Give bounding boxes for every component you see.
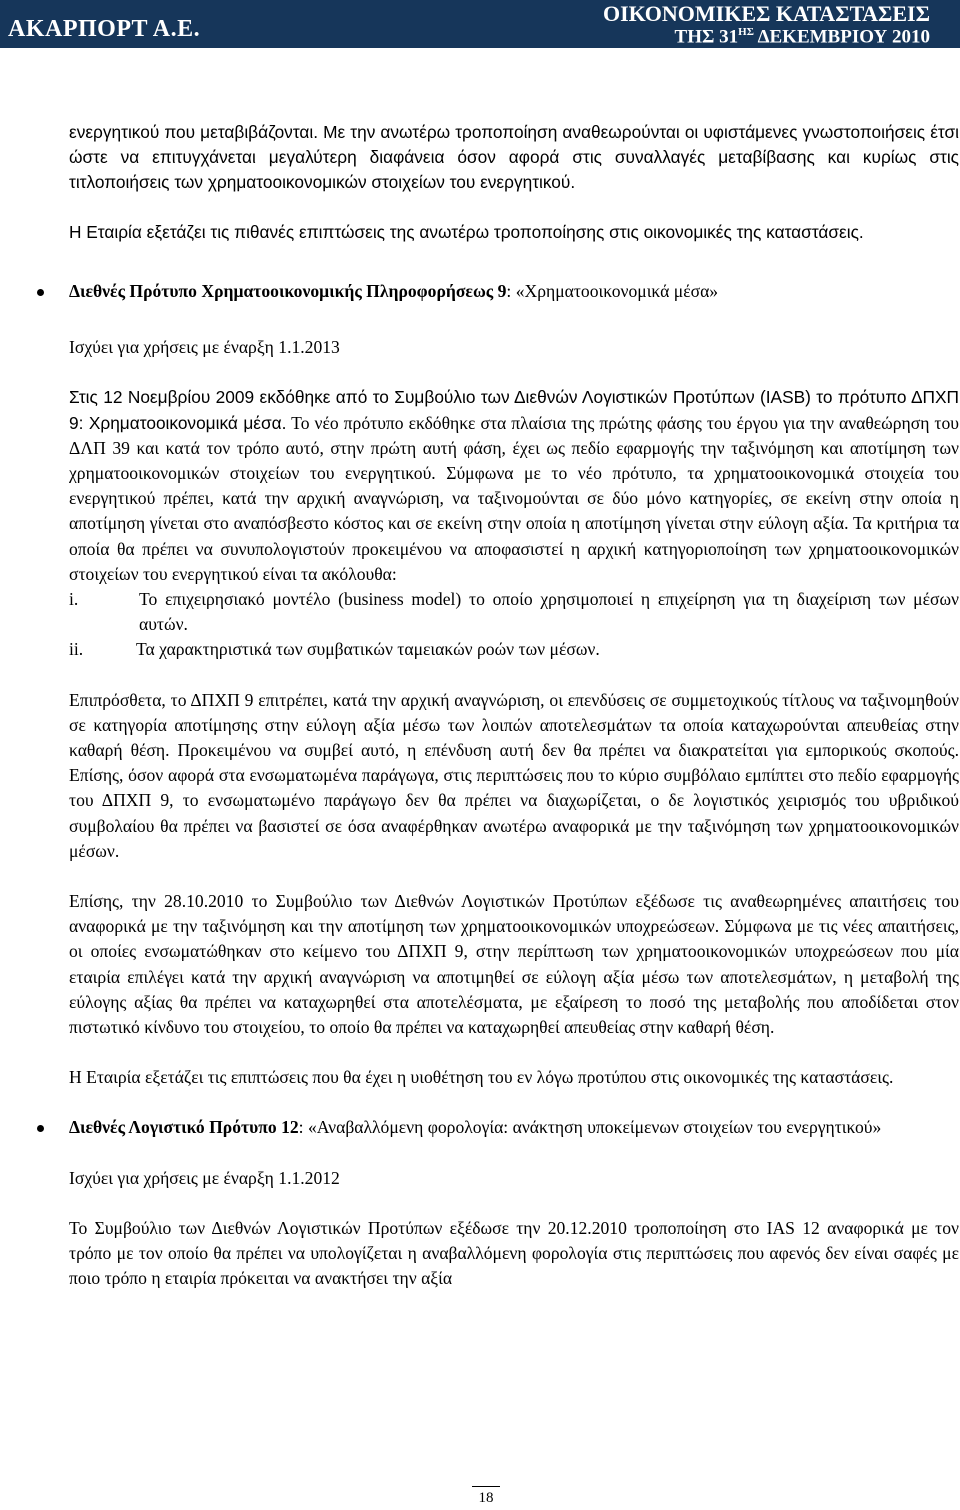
list-item: ii. Τα χαρακτηριστικά των συμβατικών ταμειακών ροών των μέσων.: [69, 639, 600, 660]
paragraph: ενεργητικού που μεταβιβάζονται. Με την ανωτέρω τροποποίηση αναθεωρούνται οι υφιστάμενες γνωστοποιήσεις έτσι ώστε να επιτυγχάνεται μεγαλύτερη διαφάνεια όσον αφορά στις συναλλαγές μεταβίβασης και κυρίως στις τιτλοποιήσεις των χρηματοοικονομικών στοιχείων του ενεργητικού.: [69, 122, 959, 192]
section-heading-ifrs9: Διεθνές Πρότυπο Χρηματοοικονομικής Πληροφορήσεως 9: «Χρηματοοικονομικά μέσα»: [69, 279, 959, 304]
page-header: [0, 0, 960, 48]
paragraph: Η Εταιρία εξετάζει τις πιθανές επιπτώσεις της ανωτέρω τροποποίησης στις οικονομικές της καταστάσεις.: [69, 222, 864, 242]
section-heading-ias12: Διεθνές Λογιστικό Πρότυπο 12: «Αναβαλλόμενη φορολογία: ανάκτηση υποκείμενων στοιχείων του ενεργητικού»: [69, 1115, 959, 1140]
paragraph: Επιπρόσθετα, το ΔΠΧΠ 9 επιτρέπει, κατά την αρχική αναγνώριση, οι επενδύσεις σε συμμετοχικούς τίτλους να ταξινομηθούν σε κατηγορία αποτίμησης στην εύλογη αξία μέσω των λοιπών αποτελεσμάτων τα οποία καταχωρούνται απευθείας στην καθαρή θέση. Προκειμένου να συμβεί αυτό, η επένδυση αυτή δεν θα πρέπει να διακρατείται για εμπορικούς σκοπούς. Επίσης, όσον αφορά στα ενσωματωμένα παράγωγα, στις περιπτώσεις που το κύριο συμβόλαιο εμπίπτει στο πεδίο εφαρμογής του ΔΠΧΠ 9, το ενσωματωμένο παράγωγο δεν θα πρέπει να διαχωρίζεται, ο δε λογιστικός χειρισμός του υβριδικού συμβολαίου θα πρέπει να βασιστεί σε όσα αναφέρθηκαν ανωτέρω αναφορικά με την ταξινόμηση των χρηματοοικονομικών μέσων.: [69, 689, 959, 861]
paragraph: Στις 12 Νοεμβρίου 2009 εκδόθηκε από το Συμβούλιο των Διεθνών Λογιστικών Προτύπων (IASB) το πρότυπο ΔΠΧΠ 9: Χρηματοοικονομικά μέσα. Το νέο πρότυπο εκδόθηκε στα πλαίσια της πρώτης φάσης του έργου για την αναθεώρηση του ΔΛΠ 39 και κατά τον τρόπο αυτό, στην πρώτη αυτή φάση, έχει ως πεδίο εφαρμογής την ταξινόμηση και αποτίμηση των χρηματοοικονομικών στοιχείων του ενεργητικού. Σύμφωνα με το νέο πρότυπο, τα χρηματοοικονομικά στοιχεία του ενεργητικού πρέπει, κατά την αρχική αναγνώριση, να ταξινομούνται σε δύο μόνο κατηγορίες, σε εκείνη στην οποία η αποτίμηση γίνεται στο αναπόσβεστο κόστος και σε εκείνη στην οποία η αποτίμηση γίνεται στην εύλογη αξία. Τα κριτήρια τα οποία θα πρέπει να συνυπολογιστούν προκειμένου να αποφασιστεί η αρχική κατηγοριοποίηση των χρηματοοικονομικών στοιχείων του ενεργητικού είναι τα ακόλουθα:: [69, 387, 959, 584]
page-number: 18: [472, 1486, 500, 1507]
bullet-icon: [37, 1125, 44, 1132]
list-item: i. Το επιχειρησιακό μοντέλο (business model) το οποίο χρησιμοποιεί η επιχείρηση για τη διαχείριση των μέσων αυτών.: [69, 589, 959, 635]
criteria-list: [69, 587, 959, 663]
company-name: ΑΚΑΡΠΟΡΤ Α.Ε.: [8, 16, 201, 42]
bullet-icon: [37, 289, 44, 296]
document-body: [69, 120, 959, 1292]
report-title: ΟΙΚΟΝΟΜΙΚΕΣ ΚΑΤΑΣΤΑΣΕΙΣ: [602, 1, 930, 26]
report-date: ΤΗΣ $31^{H\Sigma}$ ΔΕΚΕΜΒΡΙΟΥ 2010: [674, 26, 930, 48]
effective-date: Ισχύει για χρήσεις με έναρξη 1.1.2013: [69, 337, 340, 358]
effective-date: Ισχύει για χρήσεις με έναρξη 1.1.2012: [69, 1167, 340, 1188]
paragraph: Το Συμβούλιο των Διεθνών Λογιστικών Προτύπων εξέδωσε την 20.12.2010 τροποποίηση στο IAS 12 αναφορικά με τον τρόπο με τον οποίο θα πρέπει να υπολογίζεται η αναβαλλόμενη φορολογία στις περιπτώσεις που αφενός δεν είναι σαφές με ποιο τρόπο η εταιρία πρόκειται να ανακτήσει την αξία: [69, 1217, 959, 1289]
paragraph: Επίσης, την 28.10.2010 το Συμβούλιο των Διεθνών Λογιστικών Προτύπων εξέδωσε τις αναθεωρημένες απαιτήσεις του αναφορικά με την ταξινόμηση και την αποτίμηση των χρηματοοικονομικών υποχρεώσεων. Σύμφωνα με τις νέες απαιτήσεις, οι οποίες ενσωματώθηκαν στο κείμενο του ΔΠΧΠ 9, στην περίπτωση των χρηματοοικονομικών υποχρεώσεων που μία εταιρία επιλέγει κατά την αρχική αναγνώριση να αποτιμηθεί σε εύλογη αξία μέσω των αποτελεσμάτων, η μεταβολή της εύλογης αξίας θα πρέπει να καταχωρηθεί στα αποτελέσματα, με εξαίρεση το ποσό της μεταβολής που αποδίδεται στον πιστωτικό κίνδυνο του στοιχείου, το οποίο θα πρέπει να καταχωρηθεί απευθείας στην καθαρή θέση.: [69, 891, 959, 1038]
paragraph: Η Εταιρία εξετάζει τις επιπτώσεις που θα έχει η υιοθέτηση του εν λόγω προτύπου στις οικονομικές της καταστάσεις.: [69, 1067, 894, 1088]
